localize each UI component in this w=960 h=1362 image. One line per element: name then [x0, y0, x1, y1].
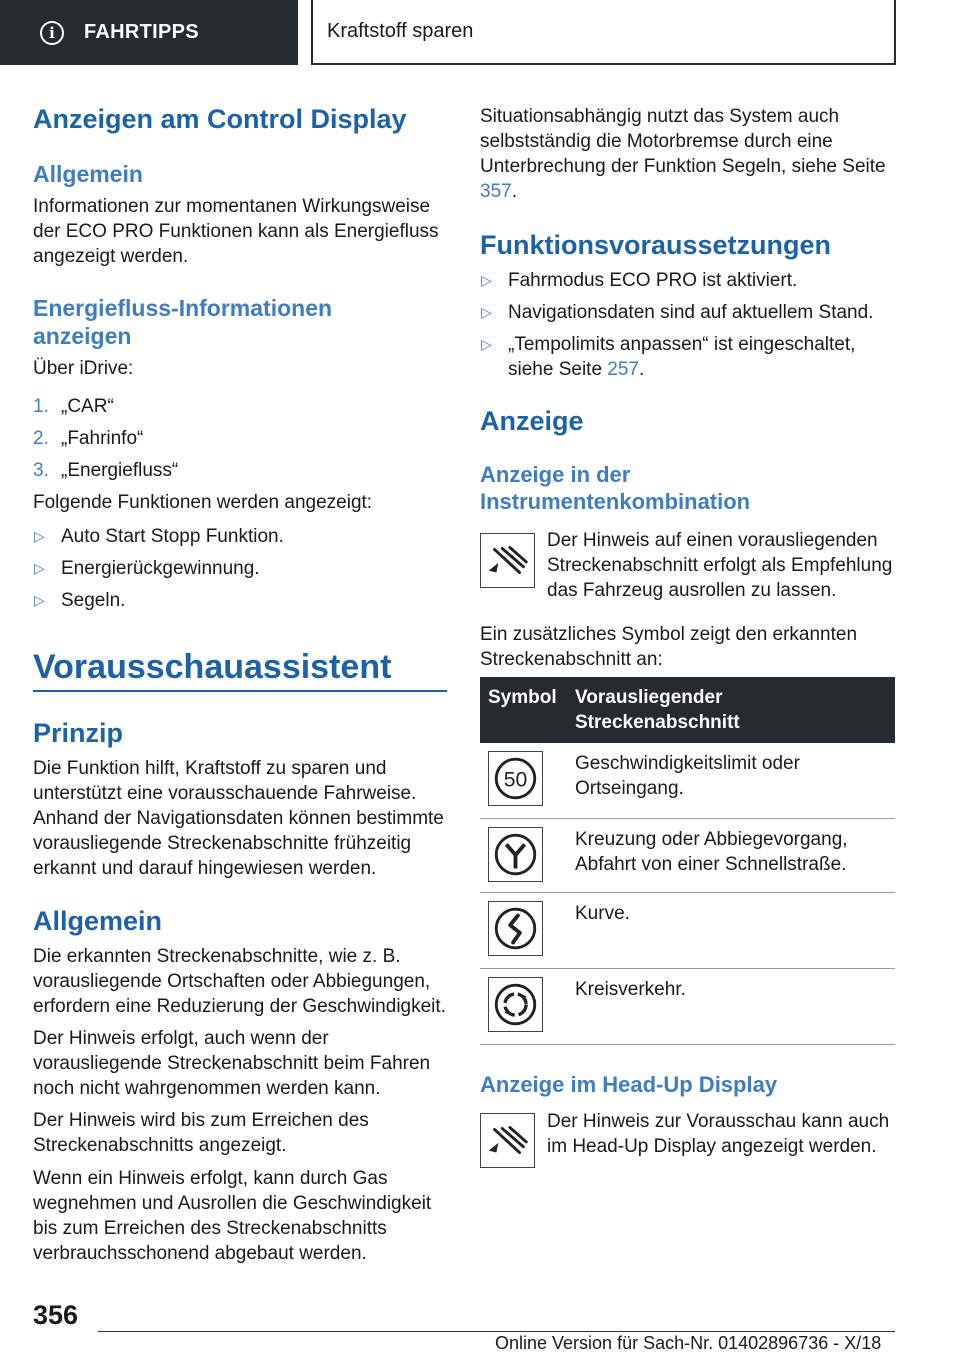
paragraph-allgemein-1: Die erkannten Streckenabschnitte, wie z. B. vorausliegende Ortschaften oder Abbiegungen, erfordern eine Reduzierung der Geschwindigkeit. [33, 946, 446, 1017]
bullet-text: Fahrmodus ECO PRO ist aktiviert. [508, 270, 798, 291]
paragraph-situation: Situationsabhängig nutzt das System auch selbstständig die Motorbremse durch eine Unterbrechung der Funktion Segeln, siehe Seite 357. [480, 106, 886, 202]
section-tab [0, 0, 298, 65]
table-cell-text: Kreuzung oder Abbiegevorgang, Abfahrt von einer Schnellstraße. [575, 829, 848, 875]
list-item [33, 458, 447, 483]
footer-rule [98, 1331, 895, 1332]
bullet-triangle-icon: ▷ [481, 272, 492, 288]
info-icon: i [40, 21, 64, 45]
page-number: 356 [33, 1300, 79, 1330]
step-text: „Fahrinfo“ [61, 428, 144, 449]
table-row [480, 819, 895, 893]
heading-allgemein-2: Allgemein [33, 906, 163, 936]
paragraph-prinzip: Die Funktion hilft, Kraftstoff zu sparen und unterstützt eine vorausschauende Fahrweise. Anhand der Navigationsdaten können bestimmte vorausliegende Streckenabschnitte frühzeitig erkannt und darauf hingewiesen werden. [33, 758, 444, 879]
table-header-streckenabschnitt: Vorausliegender Streckenabschnitt [575, 687, 740, 733]
heading-instrumentenkombination: Anzeige in der Instrumentenkombination [480, 462, 751, 514]
list-item [33, 588, 447, 613]
list-item [33, 394, 447, 419]
bullet-triangle-icon: ▷ [34, 528, 45, 544]
heading-energiefluss: Energiefluss-Informationen anzeigen [33, 295, 333, 349]
heading-allgemein-1: Allgemein [33, 161, 143, 187]
page-link-357[interactable]: 357 [480, 181, 512, 202]
page-link-257[interactable]: 257 [607, 359, 639, 380]
speed-limit-value: 50 [503, 768, 528, 792]
table-cell-text: Kreisverkehr. [575, 979, 686, 1000]
title-vorausschauassistent: Vorausschauassistent [33, 648, 392, 686]
heading-funktionsvoraussetzungen: Funktionsvoraussetzungen [480, 230, 832, 260]
paragraph-allgemein-2: Der Hinweis erfolgt, auch wenn der vorausliegende Streckenabschnitt beim Fahren noch nicht wahrgenommen werden kann. [33, 1028, 431, 1099]
table-cell-text: Kurve. [575, 903, 630, 924]
paragraph-allgemein-4: Wenn ein Hinweis erfolgt, kann durch Gas wegnehmen und Ausrollen die Geschwindigkeit bis zum Erreichen des Streckenabschnitts verbrauchsschonend abgebaut werden. [33, 1168, 432, 1264]
heading-anzeige: Anzeige [480, 406, 584, 436]
bullet-text: Energierückgewinnung. [61, 558, 260, 579]
list-item [480, 268, 895, 293]
bullet-triangle-icon: ▷ [481, 336, 492, 352]
chapter-title: Kraftstoff sparen [311, 0, 896, 65]
paragraph-hud: Der Hinweis zur Vorausschau kann auch im Head-Up Display angezeigt werden. [547, 1111, 890, 1157]
title-rule [33, 690, 447, 692]
heading-prinzip: Prinzip [33, 718, 124, 748]
step-text: „Energiefluss“ [61, 460, 179, 481]
table-header [480, 677, 895, 743]
bullet-text: Navigationsdaten sind auf aktuellem Stand. [508, 302, 874, 323]
table-row [480, 893, 895, 969]
paragraph-symbol: Ein zusätzliches Symbol zeigt den erkannten Streckenabschnitt an: [480, 624, 858, 670]
paragraph-idrive: Über iDrive: [33, 358, 134, 379]
step-number: 3. [33, 460, 49, 481]
list-item [33, 426, 447, 451]
paragraph-folgende: Folgende Funktionen werden angezeigt: [33, 492, 373, 513]
bullet-triangle-icon: ▷ [34, 560, 45, 576]
paragraph-info: Informationen zur momentanen Wirkungsweise der ECO PRO Funktionen kann als Energiefluss angezeigt werden. [33, 196, 439, 267]
list-item [33, 556, 447, 581]
section-label: FAHRTIPPS [84, 21, 199, 43]
table-row [480, 743, 895, 819]
table-header-symbol: Symbol [488, 687, 557, 708]
list-item: ▷ „Tempolimits anpassen“ ist eingeschaltet, siehe Seite 257. [481, 334, 856, 380]
roundabout-icon [488, 977, 543, 1032]
paragraph-hinweis: Der Hinweis auf einen vorausliegenden Streckenabschnitt erfolgt als Empfehlung das Fahrzeug ausrollen zu lassen. [547, 530, 893, 601]
list-item [480, 300, 895, 325]
coasting-foot-icon [480, 533, 535, 588]
table-cell-text: Geschwindigkeitslimit oder Ortseingang. [575, 753, 800, 799]
bullet-triangle-icon: ▷ [34, 592, 45, 608]
table-row [480, 969, 895, 1045]
bullet-triangle-icon: ▷ [481, 304, 492, 320]
bullet-text: Auto Start Stopp Funktion. [61, 526, 284, 547]
step-text: „CAR“ [61, 396, 114, 417]
speed-limit-50-icon [488, 751, 543, 806]
curve-icon [488, 901, 543, 956]
paragraph-allgemein-3: Der Hinweis wird bis zum Erreichen des Streckenabschnitts angezeigt. [33, 1110, 369, 1156]
bullet-text: Segeln. [61, 590, 126, 611]
junction-icon [488, 827, 543, 882]
bullet-text: „Tempolimits anpassen“ ist eingeschaltet, siehe Seite [508, 334, 856, 380]
heading-control-display: Anzeigen am Control Display [33, 104, 407, 134]
coasting-foot-icon [480, 1113, 535, 1168]
situation-text: Situationsabhängig nutzt das System auch selbstständig die Motorbremse durch eine Unterbrechung der Funktion Segeln, siehe [480, 106, 840, 177]
step-number: 2. [33, 428, 49, 449]
list-item [33, 524, 447, 549]
footer-text: Online Version für Sach-Nr. 01402896736 - X/18 [495, 1333, 882, 1353]
heading-head-up-display: Anzeige im Head-Up Display [480, 1072, 778, 1097]
step-number: 1. [33, 396, 49, 417]
situation-seite: Seite [842, 156, 886, 177]
